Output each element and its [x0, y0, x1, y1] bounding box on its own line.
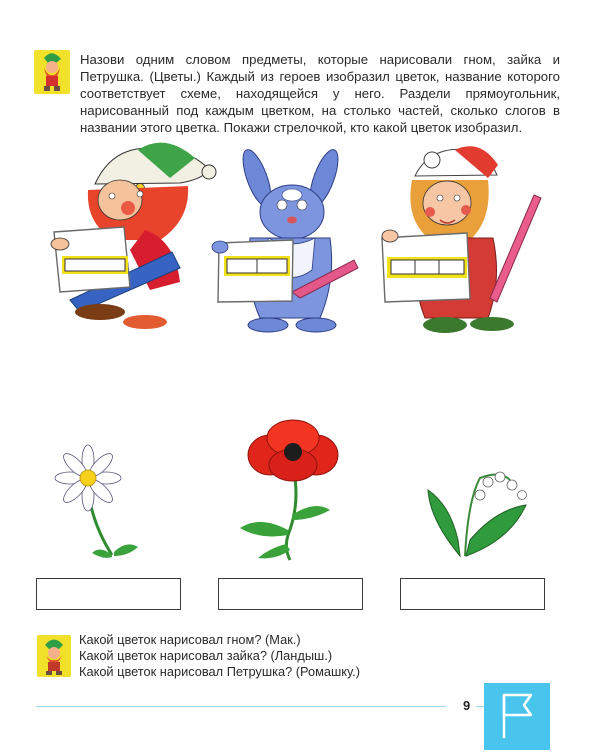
poppy-illustration	[240, 420, 338, 560]
question-line: Какой цветок нарисовал зайка? (Ландыш.)	[79, 648, 333, 664]
answer-box-poppy[interactable]	[218, 578, 363, 610]
footer-line	[36, 706, 446, 707]
answer-box-lily[interactable]	[400, 578, 545, 610]
question-line: Какой цветок нарисовал Петрушка? (Ромашку.)	[79, 664, 360, 680]
question-icon	[37, 635, 71, 677]
gnome-illustration	[51, 143, 216, 329]
lily-illustration	[428, 472, 527, 556]
page-number: 9	[463, 698, 471, 713]
corner-tab	[484, 683, 550, 750]
flag-icon	[484, 683, 550, 750]
task-text: Назови одним словом предметы, которые нарисовали гном, зайка и Петрушка. (Цветы.) Каждый из героев изобразил цветок, название которого соответствует схеме, находящейся у него. Раздели прямоугольник, нарисованный под каждым цветком, на столько частей, сколько слогов в названии этого цветка. Покажи стрелочкой, кто какой цветок изобразил.	[80, 52, 560, 135]
daisy-illustration	[55, 445, 138, 558]
question-line: Какой цветок нарисовал гном? (Мак.)	[79, 632, 301, 647]
petrushka-illustration	[382, 146, 541, 333]
footer-line	[476, 706, 484, 707]
bunny-illustration	[212, 146, 358, 332]
question-list	[79, 632, 360, 681]
answer-box-daisy[interactable]	[36, 578, 181, 610]
